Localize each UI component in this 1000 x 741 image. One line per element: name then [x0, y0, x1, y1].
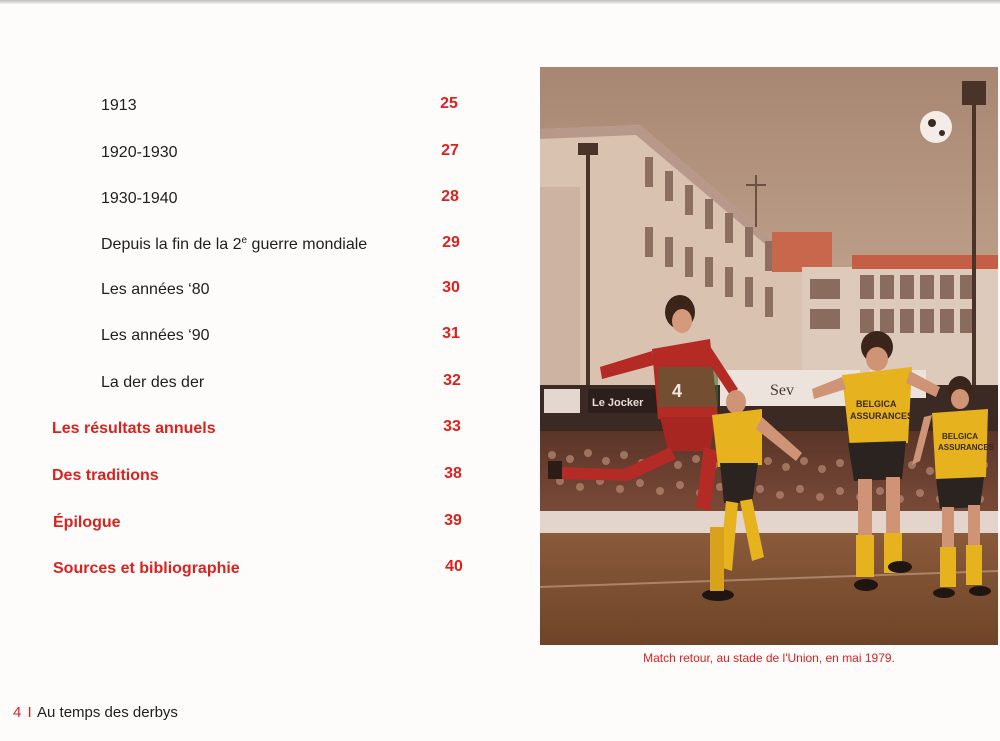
shirt-sponsor: ASSURANCES	[850, 411, 914, 421]
footer-separator: I	[27, 704, 32, 721]
match-photo	[540, 67, 998, 645]
toc-entry-title	[101, 236, 367, 254]
page-footer	[13, 704, 178, 721]
toc-entry-der-des-der[interactable]	[0, 374, 470, 398]
toc-entry-1930-1940[interactable]	[0, 190, 470, 214]
toc-entry-sources[interactable]	[0, 560, 470, 584]
page-number: 4	[13, 704, 22, 721]
toc-entry-page: 28	[441, 188, 459, 205]
shirt-sponsor: BELGICA	[942, 432, 978, 441]
toc-entry-page: 25	[440, 95, 458, 112]
toc-entry-page: 29	[442, 234, 460, 251]
toc-entry-title: Des traditions	[52, 467, 159, 484]
toc-entry-title: Les années ‘90	[101, 327, 210, 344]
toc-entry-traditions[interactable]	[0, 467, 470, 491]
svg-text:4: 4	[672, 381, 683, 401]
shirt-sponsor: BELGICA	[856, 399, 897, 409]
toc-entry-annees-90[interactable]	[0, 327, 470, 351]
toc-entry-page: 31	[442, 325, 460, 342]
toc-entry-page: 32	[443, 372, 461, 389]
toc-entry-title: Les résultats annuels	[52, 420, 216, 437]
photo-caption: Match retour, au stade de l'Union, en mai 1979.	[643, 651, 895, 665]
toc-entry-title: 1930-1940	[101, 190, 178, 207]
toc-entry-epilogue[interactable]	[0, 514, 470, 538]
toc-entry-title: La der des der	[101, 374, 205, 391]
toc-entry-title: 1913	[101, 97, 137, 114]
shirt-sponsor: ASSURANCES	[938, 443, 995, 452]
toc-entry-annees-80[interactable]	[0, 281, 470, 305]
ad-board-sign: Sev	[770, 382, 794, 399]
book-title: Au temps des derbys	[37, 704, 178, 721]
toc-entry-1913[interactable]	[0, 97, 470, 121]
toc-entry-title: Épilogue	[53, 514, 121, 531]
toc-entry-title: Les années ‘80	[101, 281, 210, 298]
toc-entry-title: Sources et bibliographie	[53, 560, 240, 577]
toc-entry-title: 1920-1930	[101, 144, 178, 161]
toc-entry-title-end: guerre mondiale	[247, 236, 368, 253]
toc-entry-page: 27	[441, 142, 459, 159]
toc-entry-1920-1930[interactable]	[0, 144, 470, 168]
ordinal-superscript: e	[241, 235, 248, 246]
ad-board-sign: Le Jocker	[592, 397, 644, 409]
toc-entry-page: 33	[443, 418, 461, 435]
toc-entry-resultats-annuels[interactable]	[0, 420, 470, 444]
toc-entry-page: 38	[444, 465, 462, 482]
toc-entry-page: 30	[442, 279, 460, 296]
toc-entry-post-war[interactable]	[0, 236, 470, 260]
toc-entry-page: 40	[445, 558, 463, 575]
toc-entry-page: 39	[444, 512, 462, 529]
toc-entry-title-start: Depuis la fin de la 2	[101, 236, 242, 253]
match-photo-illustration	[540, 67, 998, 645]
